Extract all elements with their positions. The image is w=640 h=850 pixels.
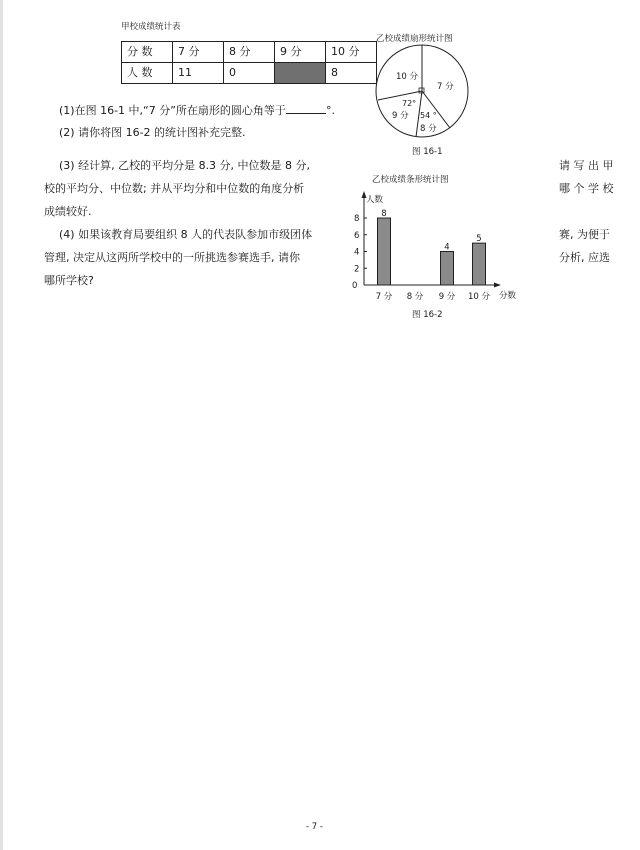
- question-4-line1-right: 赛, 为便于: [559, 228, 610, 241]
- table-header-cell: 9 分: [275, 42, 326, 63]
- question-3-line1: (3) 经计算, 乙校的平均分是 8.3 分, 中位数是 8 分,: [59, 159, 311, 172]
- bar-chart-title: 乙校成绩条形统计图: [372, 175, 449, 185]
- pie-label-angle72: 72°: [402, 99, 417, 108]
- x-axis-arrow: [494, 283, 501, 288]
- question-4-line2-right: 分析, 应选: [559, 251, 610, 264]
- question-1-prefix: (1)在图 16-1 中,“7 分”所在扇形的圆心角等于: [59, 104, 286, 117]
- table-title: 甲校成绩统计表: [121, 22, 181, 32]
- y-tick-label: 4: [354, 247, 360, 258]
- table-header-cell: 7 分: [173, 42, 224, 63]
- x-tick-label: 7 分: [375, 292, 393, 302]
- table-header-row: [122, 42, 377, 63]
- score-table: [121, 41, 377, 84]
- bar: [473, 243, 486, 285]
- x-tick-label: 8 分: [406, 292, 424, 302]
- page-edge: [0, 0, 3, 850]
- y-tick-label: 2: [354, 264, 360, 275]
- bar: [441, 252, 454, 286]
- answer-blank: [286, 103, 326, 114]
- pie-divider: [422, 91, 450, 128]
- y-axis-label: 人数: [366, 195, 384, 205]
- bar-data-label: 5: [476, 234, 482, 245]
- question-3-line2: 校的平均分、中位数; 并从平均分和中位数的角度分析: [44, 182, 305, 195]
- table-header-cell: 分 数: [122, 42, 173, 63]
- table-cell: 0: [224, 63, 275, 84]
- table-row-label: 人 数: [122, 63, 173, 84]
- bar-caption: 图 16-2: [412, 310, 443, 320]
- question-4-line2: 管理, 决定从这两所学校中的一所挑选参赛选手, 请你: [44, 251, 300, 264]
- page-number: - 7 -: [306, 822, 323, 832]
- pie-label-seven: 7 分: [437, 82, 454, 92]
- y-tick-label: 8: [354, 214, 360, 224]
- bar-chart: [340, 188, 530, 310]
- table-header-cell: 10 分: [326, 42, 377, 63]
- bar: [378, 218, 391, 285]
- pie-chart: [370, 44, 480, 144]
- table-cell: 8: [326, 63, 377, 84]
- y-tick-label: 6: [354, 230, 360, 241]
- question-3-line1-right: 请 写 出 甲: [559, 159, 614, 172]
- table-header-cell: 8 分: [224, 42, 275, 63]
- question-1-suffix: °.: [325, 104, 335, 117]
- pie-label-angle54: 54 °: [420, 111, 437, 120]
- pie-label-eight: 8 分: [420, 124, 437, 134]
- pie-label-ten: 10 分: [396, 72, 419, 82]
- pie-caption: 图 16-1: [412, 147, 443, 157]
- table-cell: 11: [173, 63, 224, 84]
- question-1: [59, 103, 335, 118]
- pie-label-nine: 9 分: [392, 111, 409, 121]
- pie-chart-title: 乙校成绩扇形统计图: [376, 34, 453, 44]
- x-axis-label: 分数: [499, 291, 517, 301]
- question-4-line1: (4) 如果该教育局要组织 8 人的代表队参加市级团体: [59, 228, 313, 241]
- y-tick-label: 0: [352, 281, 358, 291]
- bar-data-label: 4: [444, 242, 450, 253]
- table-row: [122, 63, 377, 84]
- table-cell-missing: [275, 63, 326, 84]
- x-tick-label: 10 分: [467, 292, 491, 302]
- question-4-line3: 哪所学校?: [44, 274, 94, 287]
- x-tick-label: 9 分: [438, 292, 456, 302]
- question-3-line3: 成绩较好.: [44, 205, 92, 218]
- question-2: (2) 请你将图 16-2 的统计图补充完整.: [59, 126, 246, 139]
- bar-data-label: 8: [381, 209, 387, 219]
- question-3-line2-right: 哪 个 学 校: [559, 182, 614, 195]
